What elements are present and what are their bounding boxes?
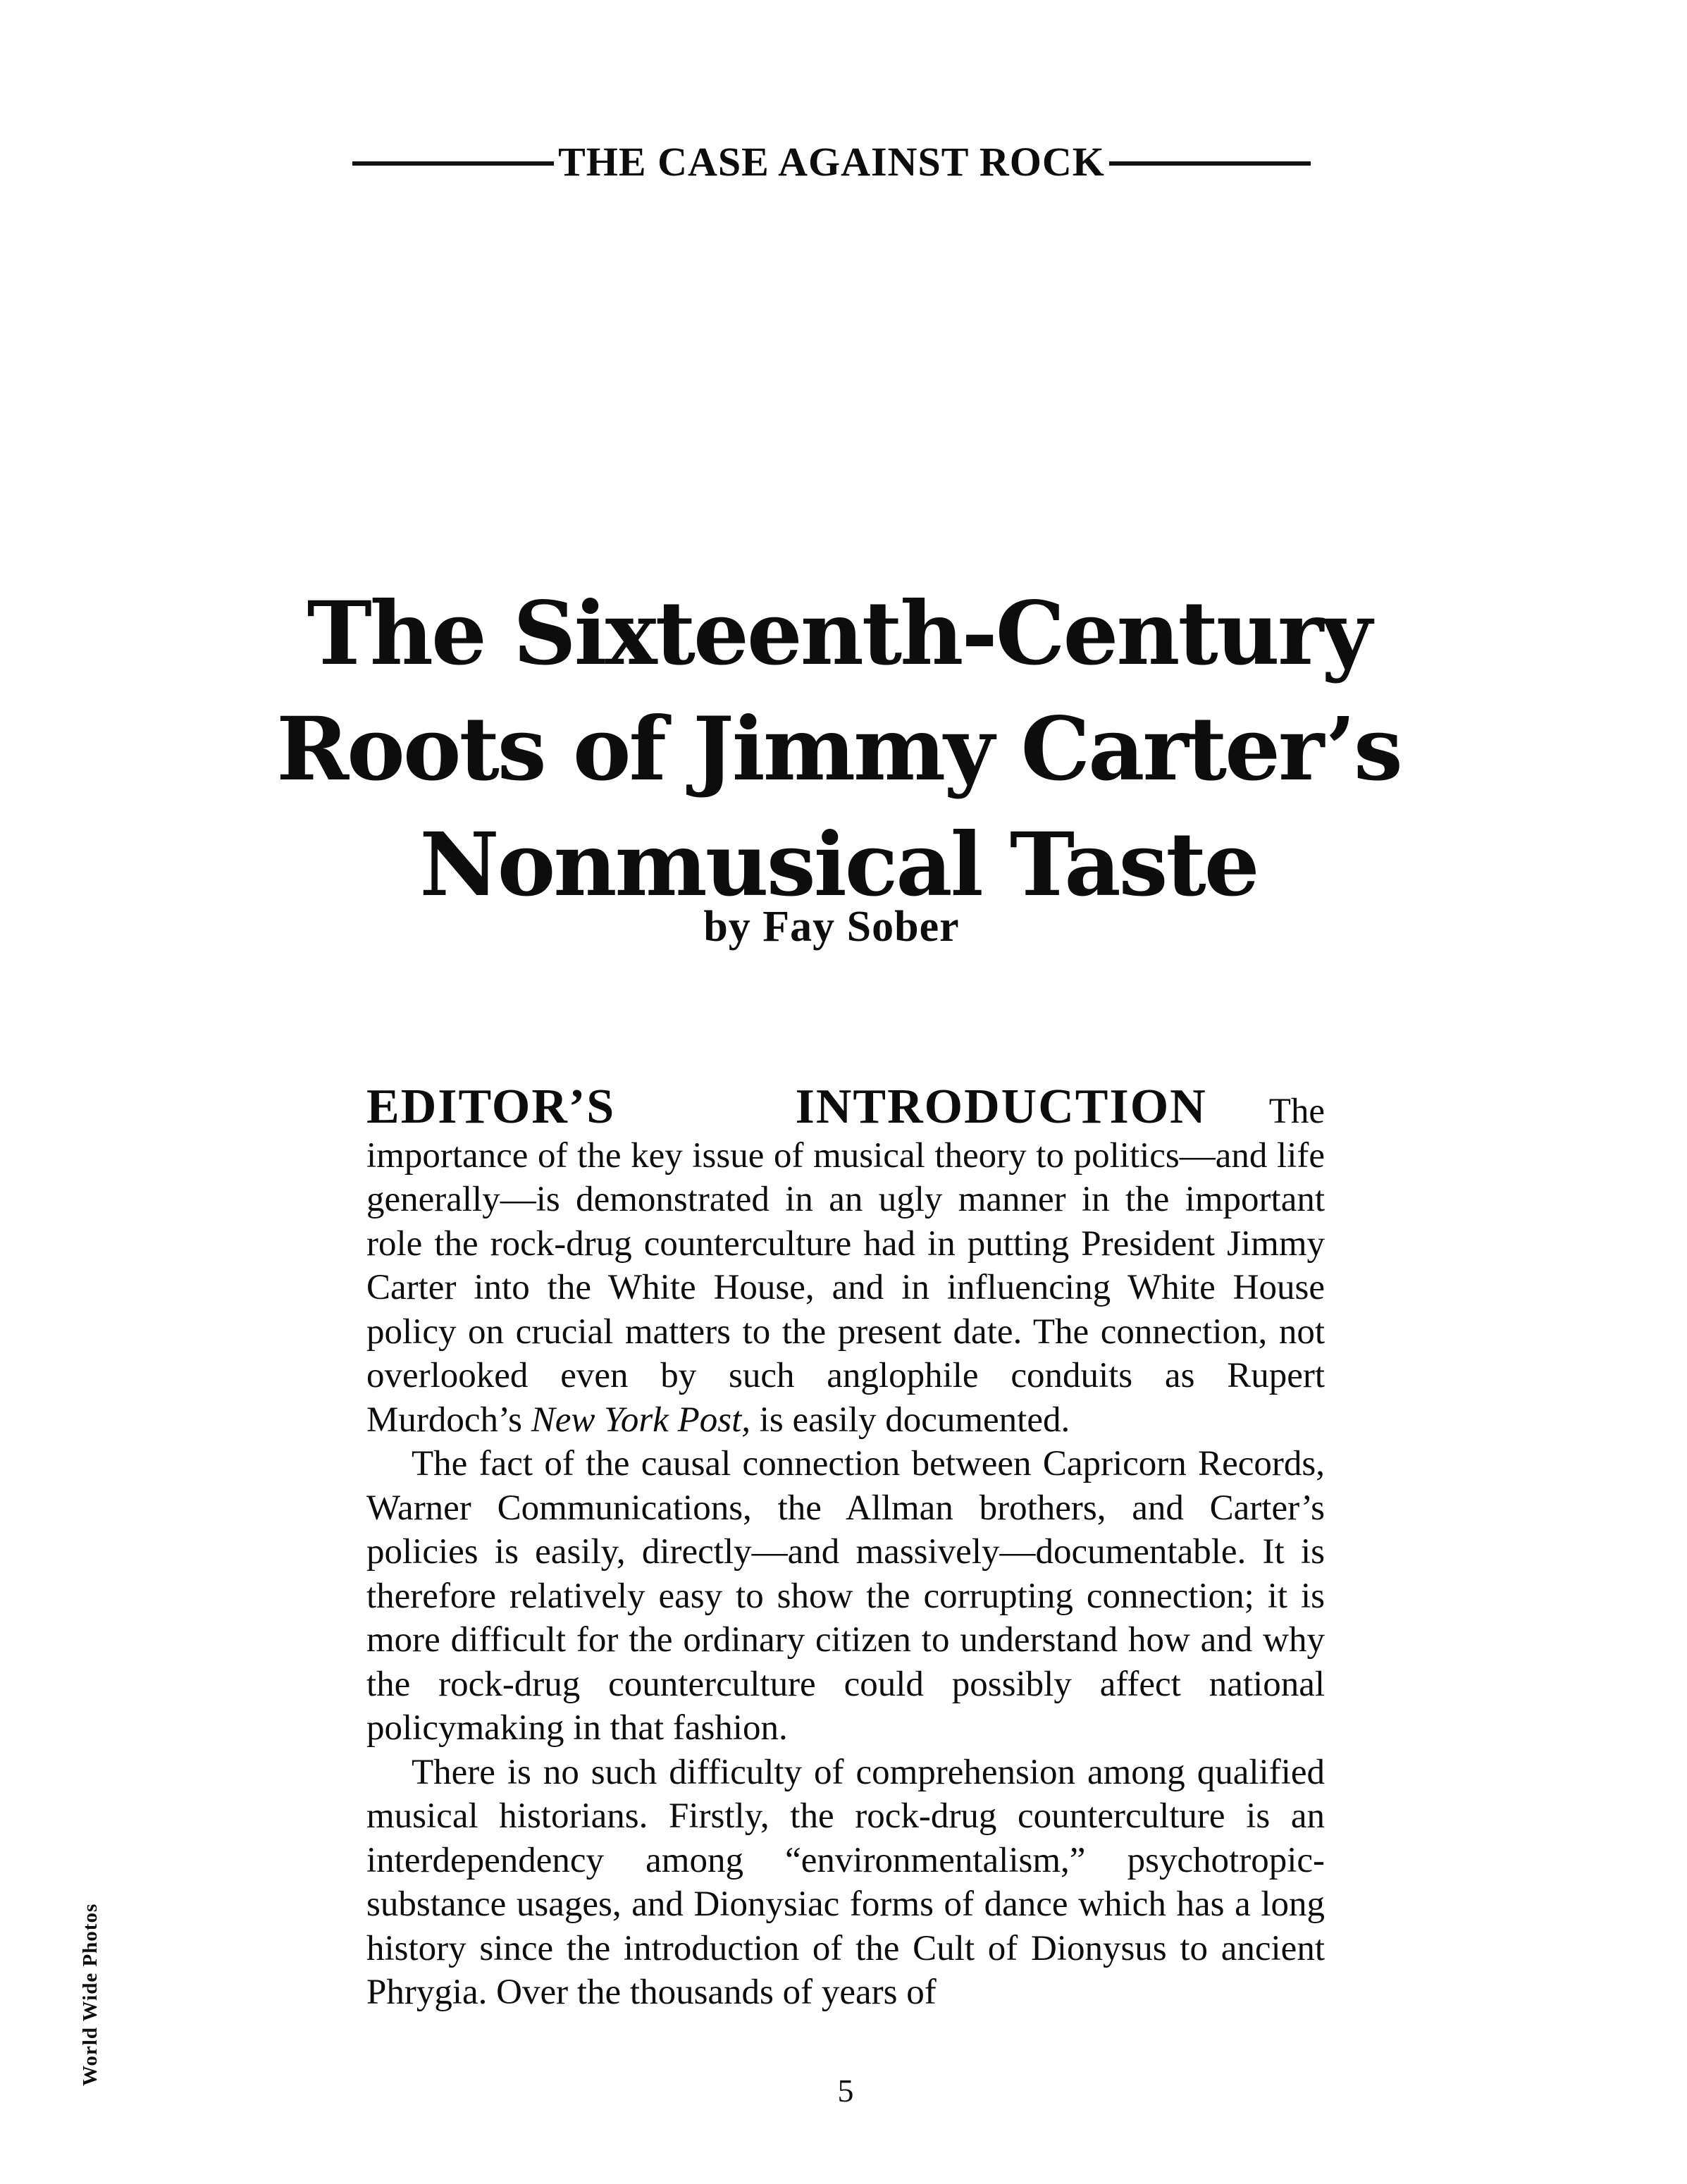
byline: by Fay Sober (703, 903, 960, 951)
kicker-text: THE CASE AGAINST ROCK (558, 139, 1105, 185)
paragraph-1 (366, 1080, 1325, 1442)
photo-credit: World Wide Photos (79, 1903, 101, 2086)
paragraph-1-start: The importance of the key issue of musical theory to politics—and life generally—is demonstrated in an ugly manner in the important role the rock-drug counterculture had in putting President Jimmy Carter into the White House, and in influencing White House policy on crucial matters to the present date. The connection, not overlooked even by such anglophile conduits as Rupert Murdoch’s (366, 1092, 1325, 1440)
paragraph-1-end: is easily documented. (750, 1400, 1070, 1440)
page-number: 5 (837, 2073, 854, 2109)
paragraph-2: The fact of the causal connection between Capricorn Records, Warner Communications, the Allman brothers, and Carter’s policies is easily, directly—and massively—documentable. It is therefore relatively easy to show the corrupting connection; it is more difficult for the ordinary citizen to understand how and why the rock-drug counterculture could possibly affect national policymaking in that fashion. (366, 1444, 1325, 1748)
section-heading: EDITOR’S INTRODUCTION (366, 1080, 1207, 1134)
article-body (366, 1080, 1325, 2015)
headline-line-2: Roots of Jimmy Carter’s (276, 698, 1401, 801)
headline-line-3: Nonmusical Taste (419, 814, 1258, 916)
headline-line-1: The Sixteenth-Century (307, 583, 1371, 685)
article-headline (268, 576, 1409, 923)
kicker-rule-right (1109, 161, 1311, 166)
publication-title: New York Post, (531, 1400, 750, 1440)
paragraph-3: There is no such difficulty of comprehension among qualified musical historians. Firstly, the rock-drug counterculture is an interdependency among “environmentalism,” psychotropic-substance usages, and Dionysiac forms of dance which has a long history since the introduction of the Cult of Dionysus to ancient Phrygia. Over the thousands of years of (366, 1752, 1325, 2012)
section-kicker (352, 138, 1311, 185)
kicker-rule-left (352, 161, 554, 166)
